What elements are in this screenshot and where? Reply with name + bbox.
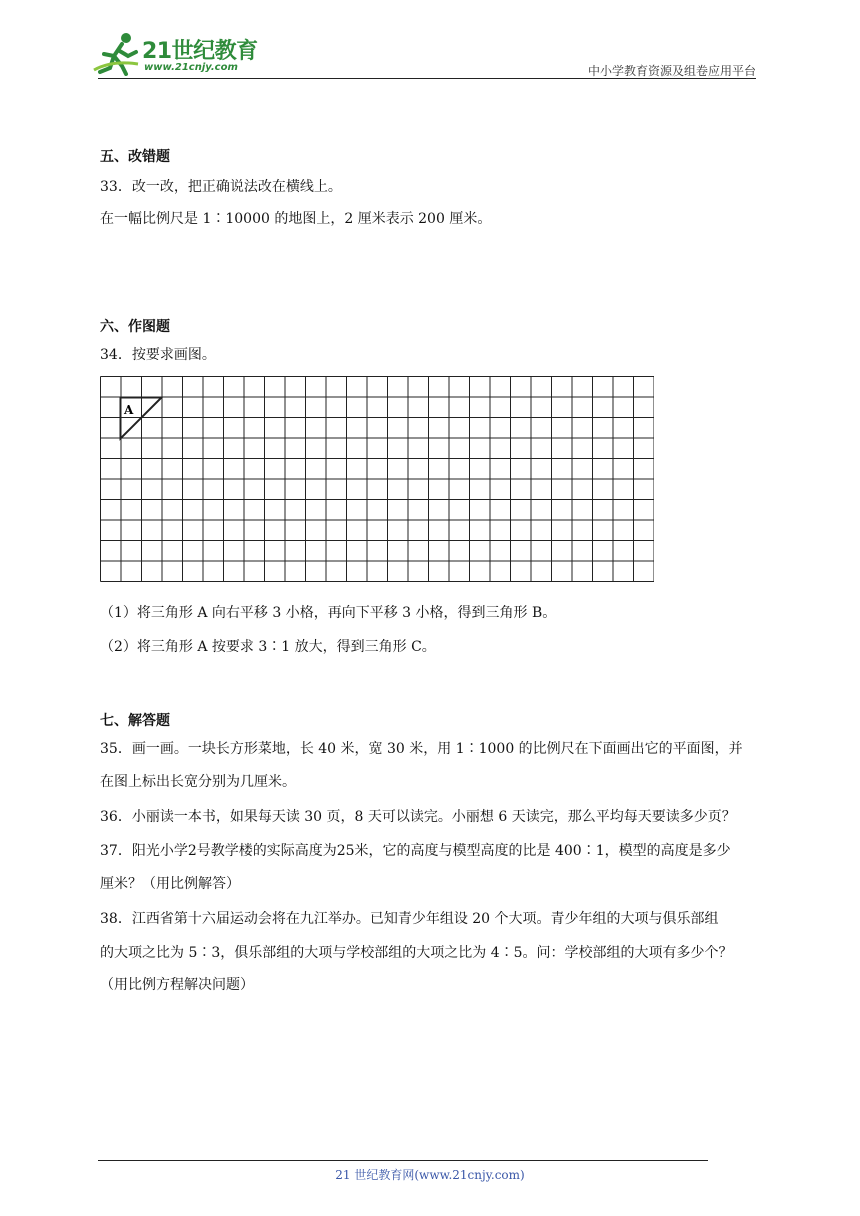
triangle-a-label: A <box>124 403 134 417</box>
grid-svg <box>100 376 654 583</box>
section-6-title: 六、作图题 <box>100 319 170 335</box>
question-36: 36．小丽读一本书，如果每天读 30 页，8 天可以读完。小丽想 6 天读完，那么平均每天要读多少页？ <box>100 809 736 825</box>
question-35-line2: 在图上标出长宽分别为几厘米。 <box>100 774 296 790</box>
question-33-prompt: 33．改一改，把正确说法改在横线上。 <box>100 179 342 195</box>
platform-name: 中小学教育资源及组卷应用平台 <box>587 64 756 78</box>
question-35-line1: 35．画一画。一块长方形菜地，长 40 米，宽 30 米，用 1∶1000 的比例尺在下面画出它的平面图，并 <box>100 741 743 757</box>
page-header <box>0 0 860 90</box>
question-37-line1: 37．阳光小学2号教学楼的实际高度为25米，它的高度与模型高度的比是 400∶1，模型的高度是多少 <box>100 843 731 859</box>
question-38-line2: 的大项之比为 5∶3，俱乐部组的大项与学校部组的大项之比为 4∶5。问：学校部组的大项有多少个？ <box>100 945 733 961</box>
section-5-title: 五、改错题 <box>100 149 170 165</box>
footer-divider <box>98 1160 708 1161</box>
logo-url: www.21cnjy.com <box>144 62 238 73</box>
question-34-sub2: （2）将三角形 A 按要求 3∶1 放大，得到三角形 C。 <box>100 639 436 655</box>
runner-logo-icon <box>92 30 142 76</box>
question-37-line2: 厘米？（用比例解答） <box>100 876 240 892</box>
question-38-line3: （用比例方程解决问题） <box>100 977 254 993</box>
drawing-grid <box>100 376 654 587</box>
question-34-prompt: 34．按要求画图。 <box>100 347 216 363</box>
question-34-sub1: （1）将三角形 A 向右平移 3 小格，再向下平移 3 小格，得到三角形 B。 <box>100 605 557 621</box>
question-38-line1: 38．江西省第十六届运动会将在九江举办。已知青少年组设 20 个大项。青少年组的大项与俱乐部组 <box>100 911 719 927</box>
logo-text: 21世纪教育 <box>142 39 258 64</box>
grid-lines <box>101 377 655 582</box>
site-logo <box>92 30 262 80</box>
header-divider <box>98 78 756 79</box>
section-7-title: 七、解答题 <box>100 713 170 729</box>
question-33-text: 在一幅比例尺是 1∶10000 的地图上，2 厘米表示 200 厘米。 <box>100 211 492 227</box>
footer-link[interactable]: 21 世纪教育网(www.21cnjy.com) <box>335 1168 525 1182</box>
